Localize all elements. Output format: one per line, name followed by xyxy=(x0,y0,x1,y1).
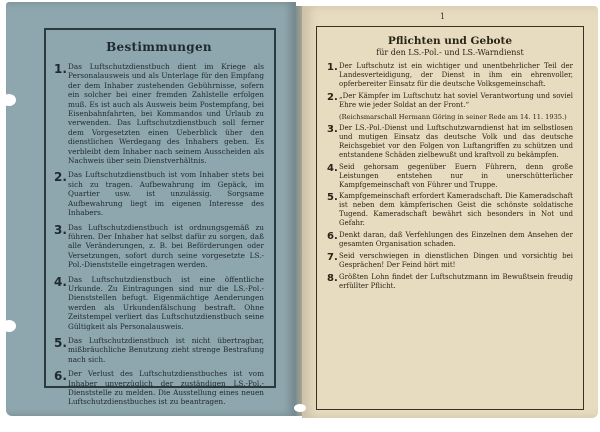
rule-number: 6. xyxy=(54,369,67,384)
duty-item xyxy=(327,273,573,291)
rule-item xyxy=(54,62,264,165)
right-page-frame xyxy=(316,26,584,410)
rule-number: 5. xyxy=(54,335,67,350)
duty-number: 1. xyxy=(327,62,338,73)
rule-text: Das Luftschutzdienstbuch ist ordnungsgemäß zu führen. Der Inhaber hat selbst dafür zu sorgen, daß alle Veränderungen, z. B. bei Beförderungen oder Versetzungen, sofort durch seine vorgesetzte LS.-Pol.-Dienststelle eingetragen werden. xyxy=(68,222,264,270)
duty-text: Der Luftschutz ist ein wichtiger und unentbehrlicher Teil der Landesverteidigung, der Dienst in ihm ein ehrenvoller, opferbereiter Einsatz für die deutsche Volksgemeinschaft. xyxy=(339,62,573,88)
left-page xyxy=(6,2,296,416)
page-number: 1 xyxy=(440,12,446,21)
left-rules-list xyxy=(54,62,264,407)
punch-hole xyxy=(2,320,16,332)
left-page-title: Bestimmungen xyxy=(106,40,212,54)
duty-text: Kampfgemeinschaft erfordert Kameradschaft. Die Kameradschaft ist neben dem kämpferischen Geist die schönste soldatische Tugend. Kameradschaft bewährt sich besonders in Not und Gefahr. xyxy=(339,192,573,228)
rule-text: Das Luftschutzdienstbuch ist vom Inhaber stets bei sich zu tragen. Aufbewahrung im Gepäck, im Quartier usw. ist unzulässig. Sorgsame Aufbewahrung liegt im eigenen Interesse des Inhabers. xyxy=(68,170,264,218)
duty-item xyxy=(327,163,573,190)
rule-text: Das Luftschutzdienstbuch ist eine öffentliche Urkunde. Zu Eintragungen sind nur die LS.-Pol.-Dienststellen befugt. Eigenmächtige Aenderungen werden als Urkundenfälschung bestraft. Ohne Zeitstempel verliert das Luftschutzdienstbuch seine Gültigkeit als Personalausweis. xyxy=(68,274,264,331)
rule-number: 2. xyxy=(54,170,67,185)
duty-item xyxy=(327,252,573,270)
duty-number: 6. xyxy=(327,231,338,243)
duty-number: 5. xyxy=(327,192,338,204)
left-page-frame xyxy=(44,28,276,407)
duty-number: 3. xyxy=(327,124,338,136)
duty-number: 2. xyxy=(327,91,338,103)
duty-item xyxy=(327,231,573,249)
duty-number: 4. xyxy=(327,162,338,174)
rule-text: Das Luftschutzdienstbuch dient im Kriege als Personalausweis und als Unterlage für den Empfang der dem Inhaber zustehenden Gebührnisse, sofern ein solcher bei einer fremden Zahlstelle erfolgen muß. Es ist auch als Ausweis beim Postempfang, bei Eisenbahnfahrten, bei Kommandos und Urlaub zu verwenden. Das Luftschutzdienstbuch soll ferner dem Vorgesetzten einen Ueberblick über den dienstlichen Werdegang des Inhabers geben. Es verbleibt dem Inhaber nach seinem Ausscheiden als Nachweis über sein Dienstverhältnis. xyxy=(68,62,264,166)
duty-number: 7. xyxy=(327,251,338,263)
duty-item xyxy=(327,92,573,110)
right-page xyxy=(302,6,598,418)
duty-item xyxy=(327,124,573,160)
rule-text: Das Luftschutzdienstbuch ist nicht übertragbar, mißbräuchliche Benutzung zieht strenge Bestrafung nach sich. xyxy=(68,335,264,364)
duties-list xyxy=(327,62,573,291)
rule-number: 4. xyxy=(54,274,67,289)
rule-text: Der Verlust des Luftschutzdienstbuches ist vom Inhaber unverzüglich der zuständigen LS.-Pol.-Dienststelle zu melden. Die Ausstellung eines neuen Luftschutzdienstbuches ist zu beantragen. xyxy=(68,369,264,407)
rule-item xyxy=(54,275,264,331)
duty-item xyxy=(327,62,573,89)
right-page-title: Pflichten und Gebote xyxy=(387,35,513,47)
duty-text: Seid verschwiegen in dienstlichen Dingen und vorsichtig bei Gesprächen! Der Feind hört mit! xyxy=(339,251,573,269)
rule-item xyxy=(54,223,264,270)
rule-number: 1. xyxy=(54,62,67,76)
duty-text: Seid gehorsam gegenüber Euern Führern, denn große Leistungen entstehen nur in unerschütterlicher Kampfgemeinschaft von Führer und Truppe. xyxy=(339,162,573,189)
rule-item xyxy=(54,170,264,217)
duty-number: 8. xyxy=(327,272,338,284)
duty-text: „Der Kämpfer im Luftschutz hat soviel Verantwortung und soviel Ehre wie jeder Soldat an der Front.“ xyxy=(339,91,573,109)
duty-text: Größten Lohn findet der Luftschutzmann im Bewußtsein freudig erfüllter Pflicht. xyxy=(339,272,573,290)
duty-item xyxy=(327,192,573,228)
rule-item xyxy=(54,336,264,364)
duty-text: Der LS.-Pol.-Dienst und Luftschutzwarndienst hat im selbstlosen und mutigen Einsatz das deutsche Volk und das deutsche Reichsgebiet vor den Folgen von Luftangriffen zu schützen und entstandene Schäden zielbewußt und kraftvoll zu bekämpfen. xyxy=(339,124,573,159)
duty-text: Denkt daran, daß Verfehlungen des Einzelnen dem Ansehen der gesamten Organisation schaden. xyxy=(339,231,573,248)
torn-edge xyxy=(294,404,306,412)
punch-hole xyxy=(2,94,16,106)
rule-number: 3. xyxy=(54,222,67,237)
quote-citation: (Reichsmarschall Hermann Göring in seiner Rede am 14. 11. 1935.) xyxy=(339,112,567,121)
right-page-subtitle: für den LS.-Pol.- und LS.-Warndienst xyxy=(376,48,524,57)
rule-item xyxy=(54,369,264,407)
